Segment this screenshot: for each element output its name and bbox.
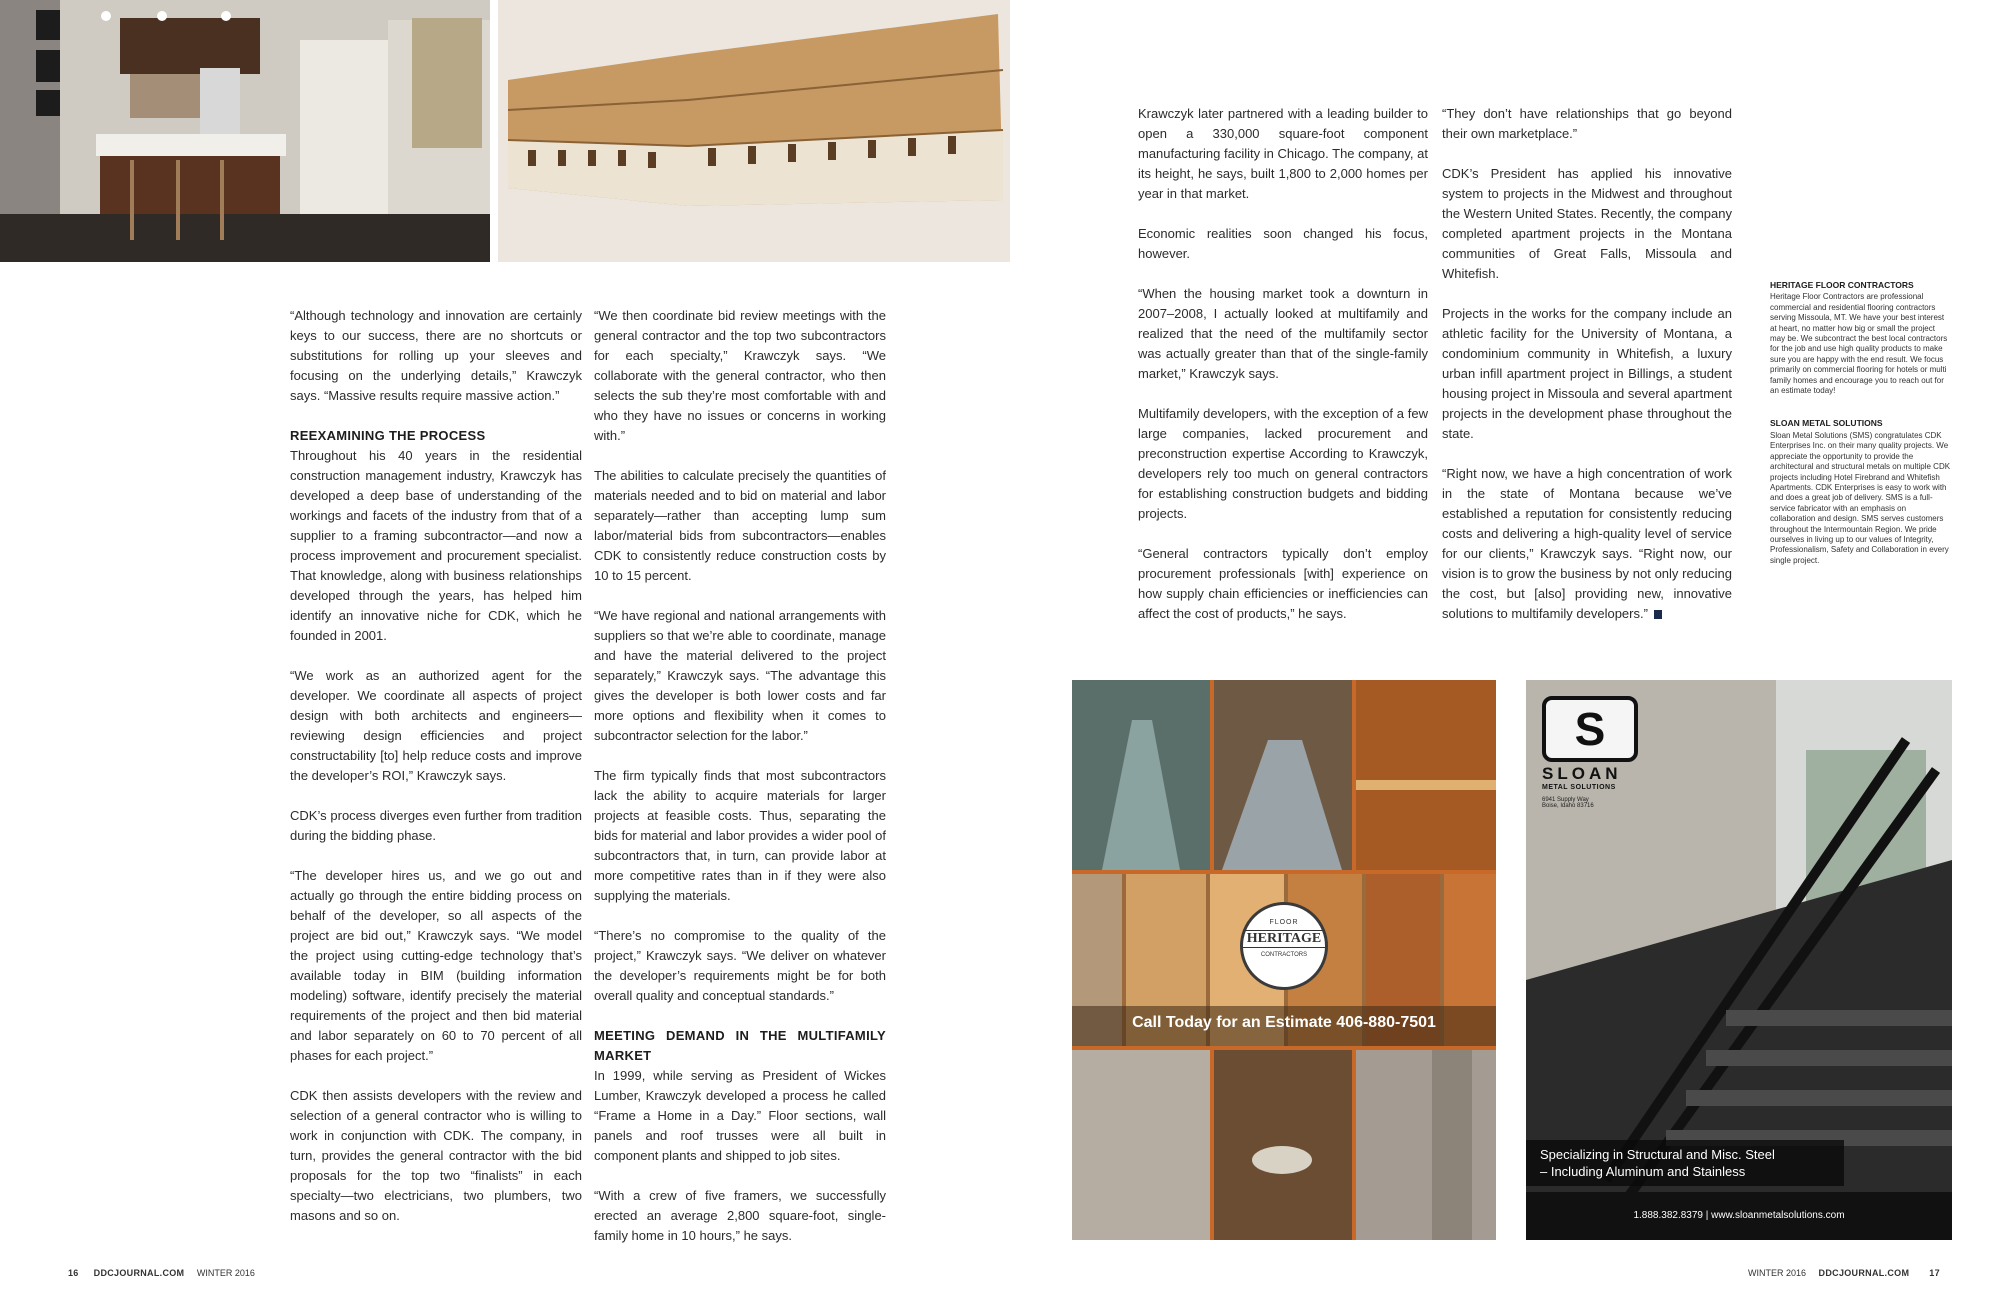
left-folio — [68, 1268, 255, 1278]
right-column-1 — [1138, 104, 1428, 624]
sloan-tagline — [1526, 1140, 1844, 1186]
section-heading: MEETING DEMAND IN THE MULTIFAMILY MARKET — [594, 1028, 886, 1063]
advertiser-sidebar — [1770, 280, 1952, 588]
paragraph: “With a crew of five framers, we successfully erected an average 2,800 square-foot, single-family home in 10 hours,” he says. — [594, 1188, 886, 1243]
section-heading: REEXAMINING THE PROCESS — [290, 428, 486, 443]
sloan-address-line: Boise, Idaho 83716 — [1542, 803, 1594, 809]
paragraph: The firm typically finds that most subcontractors lack the ability to acquire materials for larger projects at feasible costs. Thus, separating the bids for material and labor provides a wider pool of subcontractors that, in turn, can provide labor at more competitive rates than in if they were also supplying the materials. — [594, 768, 886, 903]
building-render — [498, 0, 1010, 262]
sloan-logo — [1542, 696, 1638, 809]
site-name: DDCJOURNAL.COM — [93, 1268, 185, 1278]
sloan-tagline-line: Specializing in Structural and Misc. Steel — [1540, 1147, 1775, 1162]
heritage-badge — [1240, 902, 1328, 990]
sloan-logo-name: SLOAN — [1542, 764, 1622, 783]
paragraph: The abilities to calculate precisely the quantities of materials needed and to bid on material and labor separately—rather than accepting lump sum labor/material bids from subcontractors—enables CDK to consistently reduce construction costs by 10 to 15 percent. — [594, 468, 886, 583]
paragraph: “Although technology and innovation are certainly keys to our success, there are no shortcuts or substitutions for rolling up your sleeves and focusing on the underlying details,” Krawczyk says. “Massive results require massive action.” — [290, 308, 582, 403]
badge-main-text: HERITAGE — [1243, 930, 1325, 948]
issue-label: WINTER 2016 — [196, 1268, 255, 1278]
sidebar-text: Sloan Metal Solutions (SMS) congratulates CDK Enterprises Inc. on their many quality projects. We appreciate the opportunity to provide the architectural and structural metals on multiple CDK projects including Hotel Firebrand and Whitefish Apartments. CDK Enterprises is easy to work with and does a great job of delivery. SMS is a full-service fabricator with an emphasis on collaboration and design. SMS serves customers throughout the Intermountain Region. We pride ourselves in living up to our values of Integrity, Professionalism, Safety and Collaboration in every single project. — [1770, 430, 1951, 565]
paragraph: “There’s no compromise to the quality of the project,” Krawczyk says. “We deliver on whatever the developer’s requirements might be for both overall quality and conceptual standards.” — [594, 928, 886, 1003]
site-name: DDCJOURNAL.COM — [1818, 1268, 1910, 1278]
kitchen-photo — [0, 0, 490, 262]
paragraph: “We work as an authorized agent for the developer. We coordinate all aspects of project design with both architects and engineers—reviewing design efficiencies and project constructability [to] help reduce costs and improve the developer’s ROI,” Krawczyk says. — [290, 668, 582, 783]
sloan-contact: 1.888.382.8379 | www.sloanmetalsolutions.com — [1633, 1210, 1845, 1221]
sloan-tagline-line: – Including Aluminum and Stainless — [1540, 1164, 1746, 1179]
paragraph: “We then coordinate bid review meetings with the general contractor and the top two subcontractors for each specialty,” Krawczyk says. “We collaborate with the general contractor, who then selects the sub they’re most comfortable with and who they have no issues or concerns in working with.” — [594, 308, 886, 443]
paragraph: CDK’s President has applied his innovative system to projects in the Midwest and throughout the Western United States. Recently, the company completed apartment projects in the Montana communities of Great Falls, Missoula and Whitefish. — [1442, 166, 1732, 281]
right-column-2 — [1442, 104, 1732, 624]
paragraph: “When the housing market took a downturn in 2007–2008, I actually looked at multifamily and realized that the need of the multifamily sector was actually greater than that of the single-family market,” Krawczyk says. — [1138, 286, 1428, 381]
paragraph: “General contractors typically don’t employ procurement professionals [with] experience on how supply chain efficiencies or inefficiencies can affect the cost of products,” he says. — [1138, 546, 1428, 621]
paragraph: Krawczyk later partnered with a leading builder to open a 330,000 square-foot component manufacturing facility in Chicago. The company, at its height, he says, built 1,800 to 2,000 homes per year in that market. — [1138, 106, 1428, 201]
paragraph: CDK’s process diverges even further from tradition during the bidding phase. — [290, 808, 582, 843]
paragraph: Throughout his 40 years in the residential construction management industry, Krawczyk has developed a deep base of understanding of the workings and facets of the industry from that of a supplier to a framing subcontractor—and now a process improvement and procurement specialist. That knowledge, along with business relationships developed through the years, has helped him identify an innovative niche for CDK, which he founded in 2001. — [290, 448, 582, 643]
heritage-ad — [1072, 680, 1496, 1240]
heritage-cta: Call Today for an Estimate 406-880-7501 — [1132, 1014, 1436, 1031]
sloan-address-line: 6941 Supply Way — [1542, 797, 1589, 803]
paragraph: Projects in the works for the company include an athletic facility for the University of Montana, a condominium community in Whitefish, a luxury urban infill apartment project in Billings, a student housing project in Missoula and several apartment projects in the development phase throughout the state. — [1442, 306, 1732, 441]
paragraph: “The developer hires us, and we go out and actually go through the entire bidding process on behalf of the developer, so all aspects of the project are bid out,” Krawczyk says. “We model the project using cutting-edge technology that’s available today in BIM (building information modeling) software, identify precisely the material requirements of the project and then bid material and labor separately on 60 to 70 percent of all phases for each project.” — [290, 868, 582, 1063]
page-number: 16 — [68, 1268, 79, 1278]
paragraph: In 1999, while serving as President of Wickes Lumber, Krawczyk developed a process he called “Frame a Home in a Day.” Floor sections, wall panels and roof trusses were all built in component plants and shipped to job sites. — [594, 1068, 886, 1163]
sloan-logo-sub: METAL SOLUTIONS — [1542, 784, 1616, 791]
badge-bottom-text: CONTRACTORS — [1260, 952, 1308, 958]
sloan-ad — [1526, 680, 1952, 1240]
issue-label: WINTER 2016 — [1748, 1268, 1807, 1278]
paragraph: CDK then assists developers with the review and selection of a general contractor who is willing to work in conjunction with CDK. The company, in turn, provides the general contractor with the bid proposals for the top two “finalists” in each specialty—two electricians, two plumbers, two masons and so on. — [290, 1088, 582, 1223]
paragraph — [1442, 464, 1732, 624]
sidebar-text: Heritage Floor Contractors are professional commercial and residential flooring contractors serving Missoula, MT. We have your best interest at heart, no matter how big or small the project may be. We subcontract the best local contractors for the job and use high quality products to make sure you are happy with the end result. We focus primarily on commercial flooring for hotels or multi family homes and encourage you to reach out for an estimate today! — [1770, 292, 1948, 396]
badge-top-text: FLOOR — [1269, 919, 1299, 926]
sidebar-heading: SLOAN METAL SOLUTIONS — [1770, 418, 1883, 429]
left-column-2 — [594, 306, 886, 1246]
page-number: 17 — [1929, 1268, 1940, 1278]
sloan-logo-mark: S — [1542, 696, 1638, 762]
left-column-1 — [290, 306, 582, 1226]
paragraph: Multifamily developers, with the exception of a few large companies, lacked procurement and preconstruction expertise According to Krawczyk, developers rely too much on general contractors for establishing construction budgets and bidding projects. — [1138, 406, 1428, 521]
paragraph: Economic realities soon changed his focus, however. — [1138, 226, 1428, 261]
sidebar-heading: HERITAGE FLOOR CONTRACTORS — [1770, 280, 1914, 290]
right-folio — [1748, 1268, 1940, 1278]
paragraph: “They don’t have relationships that go beyond their own marketplace.” — [1442, 106, 1732, 141]
paragraph: “We have regional and national arrangements with suppliers so that we’re able to coordinate, manage and have the material delivered to the project separately,” Krawczyk says. “The advantage this gives the developer is both lower costs and far more options and flexibility when it comes to subcontractor selection for the labor.” — [594, 608, 886, 743]
end-mark-icon — [1654, 610, 1662, 619]
paragraph-text: “Right now, we have a high concentration of work in the state of Montana because we’ve established a reputation for consistently reducing costs and delivering a high-quality level of service for our clients,” Krawczyk says. “Right now, our vision is to grow the business by not only reducing the cost, but [also] providing new, innovative solutions to multifamily developers.” — [1442, 466, 1732, 621]
